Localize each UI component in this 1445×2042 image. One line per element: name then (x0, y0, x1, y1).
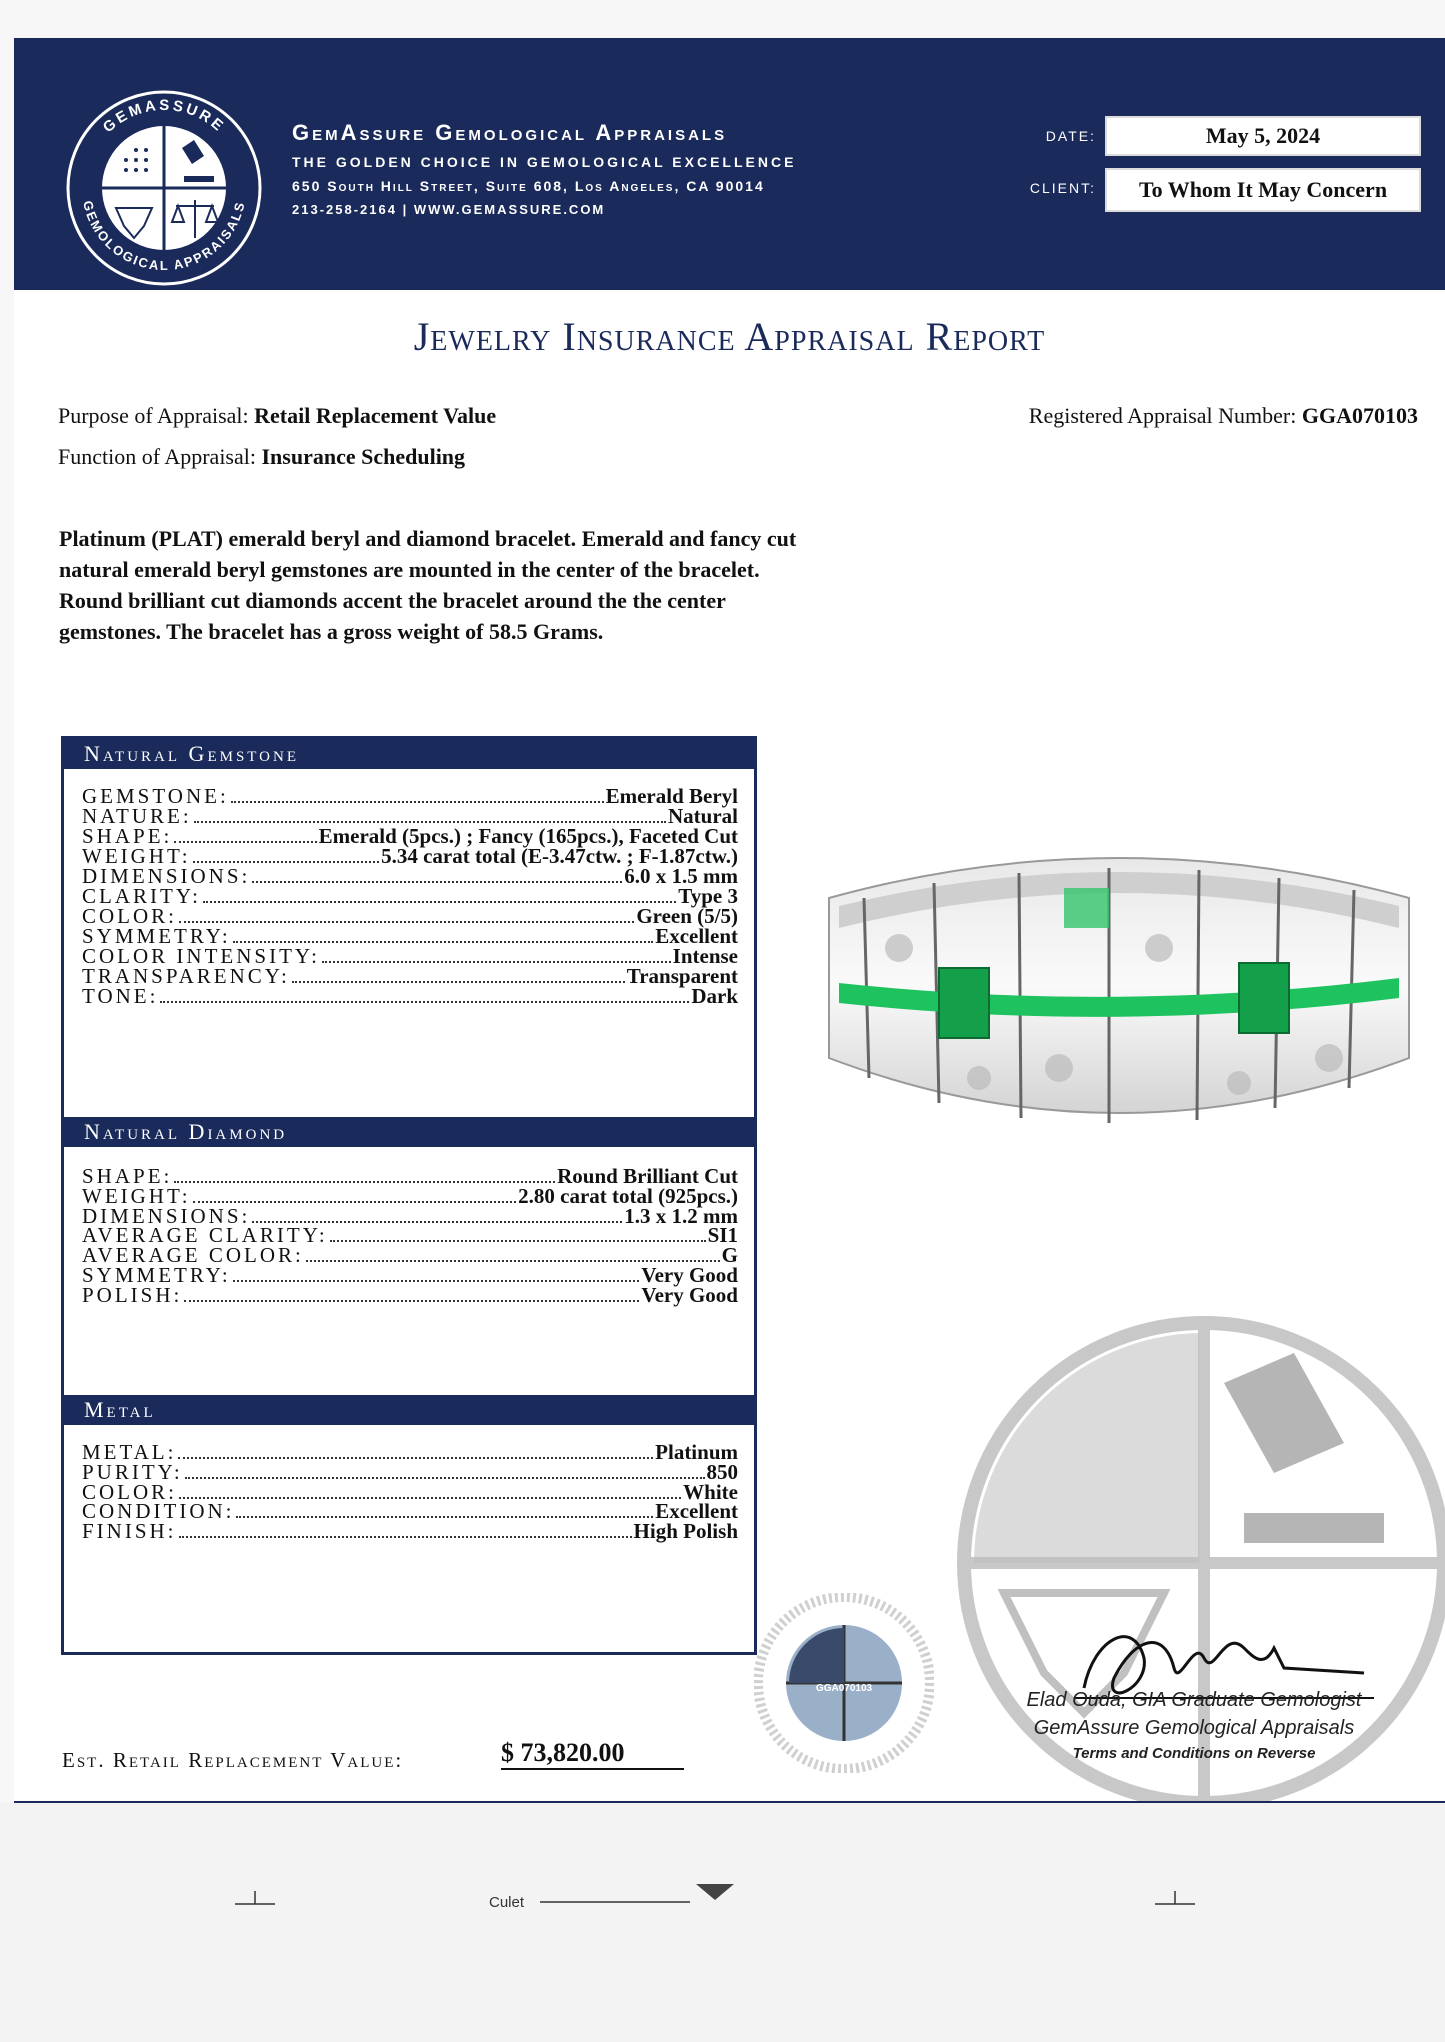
company-address: 650 South Hill Street, Suite 608, Los Angeles, CA 90014 (292, 178, 765, 194)
date-field: May 5, 2024 (1105, 116, 1421, 156)
bracelet-photo (809, 828, 1429, 1158)
spec-value: Platinum (655, 1440, 738, 1464)
company-tagline: THE GOLDEN CHOICE IN GEMOLOGICAL EXCELLENCE (292, 154, 797, 170)
valuation-amount: $ 73,820.00 (501, 1738, 684, 1770)
function-line (58, 444, 465, 470)
spec-key: POLISH: (82, 1282, 183, 1307)
client-field: To Whom It May Concern (1105, 168, 1421, 212)
spec-key: AVERAGE COLOR: (82, 1243, 304, 1268)
spec-value: White (683, 1479, 738, 1504)
spec-value: Very Good (641, 1282, 738, 1307)
diamond-heading: Natural Diamond (64, 1117, 754, 1147)
spec-value: Intense (672, 944, 738, 968)
leader-dots (184, 1300, 639, 1302)
spec-key: FINISH: (82, 1519, 177, 1544)
spec-value: 2.80 carat total (925pcs.) (518, 1183, 738, 1208)
registration-label: Registered Appraisal Number: (1028, 403, 1297, 428)
svg-text:GEMASSURE: GEMASSURE (99, 96, 229, 137)
spec-key: WEIGHT: (82, 844, 191, 868)
spec-key: TONE: (82, 984, 159, 1008)
spec-value: Excellent (655, 1499, 738, 1524)
function-value: Insurance Scheduling (261, 444, 466, 469)
spec-key: PURITY: (82, 1459, 183, 1484)
metal-heading: Metal (64, 1395, 754, 1425)
spec-key: COLOR: (82, 1479, 178, 1504)
item-description: Platinum (PLAT) emerald beryl and diamond bracelet. Emerald and fancy cut natural emerald beryl gemstones are mounted in the center of the bracelet. Round brilliant cut diamonds accent the bracelet around the the center gemstones. The bracelet has a gross weight of 58.5 Grams. (59, 526, 797, 644)
header-band (14, 38, 1445, 290)
spec-key: GEMSTONE: (82, 784, 229, 808)
spec-key: SHAPE: (82, 824, 173, 848)
spec-value: High Polish (633, 1519, 738, 1544)
hologram-number: GGA070103 (815, 1683, 873, 1694)
date-label: DATE: (1045, 128, 1096, 144)
purpose-label: Purpose of Appraisal: (58, 403, 249, 428)
spec-value: 5.34 carat total (E-3.47ctw. ; F-1.87ctw.) (381, 844, 738, 868)
spec-value: 850 (706, 1459, 738, 1484)
spec-value: Type 3 (678, 884, 738, 908)
spec-key: DIMENSIONS: (82, 1203, 251, 1228)
appraiser-name: Elad Ouda, GIA Graduate Gemologist (1026, 1689, 1362, 1711)
valuation-label: Est. Retail Replacement Value: (62, 1748, 404, 1772)
spec-key: NATURE: (82, 804, 192, 828)
spec-value: Round Brilliant Cut (557, 1164, 738, 1188)
spec-value: Transparent (626, 964, 738, 988)
culet-label: Culet (489, 1894, 525, 1911)
company-contact: 213-258-2164 | WWW.GEMASSURE.COM (292, 202, 606, 217)
spec-key: CONDITION: (82, 1499, 235, 1524)
spec-key: COLOR: (82, 904, 178, 928)
appraiser-company: GemAssure Gemological Appraisals (1033, 1717, 1355, 1739)
spec-key: SYMMETRY: (82, 1263, 231, 1287)
spec-value: 1.3 x 1.2 mm (624, 1203, 738, 1228)
spec-key: DIMENSIONS: (82, 864, 251, 888)
diamond-row (82, 1282, 738, 1308)
spec-value: Emerald (5pcs.) ; Fancy (165pcs.), Faceted Cut (318, 824, 738, 848)
registration-number: GGA070103 (1301, 403, 1418, 428)
registration-line (1029, 403, 1418, 429)
purpose-value: Retail Replacement Value (254, 403, 497, 428)
spec-value: Emerald Beryl (605, 784, 738, 808)
spec-key: METAL: (82, 1440, 177, 1464)
spec-key: TRANSPARENCY: (82, 964, 290, 988)
spec-key: CLARITY: (82, 884, 201, 908)
report-title: Jewelry Insurance Appraisal Report (413, 314, 1046, 359)
hologram-seal-icon (754, 1593, 934, 1773)
spec-key: SYMMETRY: (82, 924, 231, 948)
spec-value: Excellent (655, 924, 738, 948)
reverse-side-strip (0, 1803, 1445, 2042)
client-label: CLIENT: (1029, 180, 1096, 196)
svg-text:GEMOLOGICAL APPRAISALS: GEMOLOGICAL APPRAISALS (80, 199, 248, 274)
gemassure-logo-icon (64, 88, 264, 288)
spec-value: Dark (691, 984, 738, 1008)
spec-key: SHAPE: (82, 1164, 173, 1188)
gemstone-row (82, 983, 738, 1009)
spec-key: AVERAGE CLARITY: (82, 1223, 328, 1248)
spec-value: SI1 (707, 1223, 738, 1248)
spec-value: Very Good (641, 1263, 738, 1287)
specification-table (61, 736, 757, 1655)
spec-value: 6.0 x 1.5 mm (624, 864, 738, 888)
metal-row (82, 1518, 738, 1544)
terms-note: Terms and Conditions on Reverse (1072, 1745, 1316, 1762)
function-label: Function of Appraisal: (58, 444, 256, 469)
leader-dots (160, 1001, 689, 1003)
leader-dots (179, 1536, 632, 1538)
company-name: GemAssure Gemological Appraisals (292, 120, 728, 145)
spec-value: Green (5/5) (636, 904, 738, 928)
company-block (292, 120, 796, 217)
gemstone-heading: Natural Gemstone (64, 739, 754, 769)
purpose-line (58, 403, 496, 429)
spec-key: WEIGHT: (82, 1183, 191, 1208)
appraisal-page (14, 38, 1445, 1803)
spec-value: G (721, 1243, 738, 1268)
spec-key: COLOR INTENSITY: (82, 944, 320, 968)
spec-value: Natural (668, 804, 738, 828)
girdle-diagram-icon (0, 1803, 1445, 2042)
